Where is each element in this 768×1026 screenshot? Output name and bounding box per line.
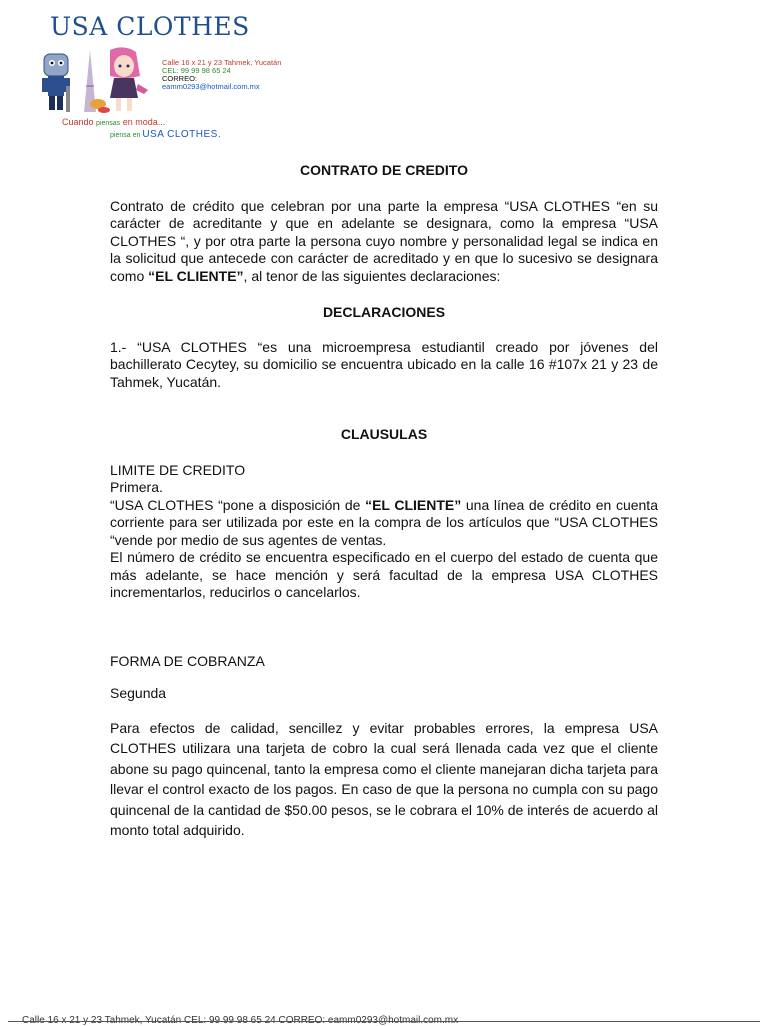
intro-client-term: “EL CLIENTE” — [148, 267, 244, 284]
primera-client-term: “EL CLIENTE” — [365, 496, 462, 513]
cobranza-heading: FORMA DE COBRANZA — [110, 652, 265, 669]
primera-label: Primera. — [110, 479, 163, 495]
slogan — [62, 117, 221, 141]
brand-logo-text: USA CLOTHES — [50, 12, 250, 41]
intro-text-a: Contrato de crédito que celebran por una parte la empresa “USA CLOTHES “en su carácter de acreditante y que en adelante se designara, como la empresa “USA CLOTHES “, y por otra parte la persona cuyo nombre y personalidad legal se indica en la solicitud que antecede con carácter de acreditado y en que lo sucesivo se designara como — [110, 197, 658, 284]
footer-divider — [8, 1021, 760, 1022]
intro-text-b: , al tenor de las siguientes declaraciones: — [243, 267, 501, 284]
limite-heading: LIMITE DE CREDITO — [110, 461, 246, 478]
slogan-word-2: piensas — [96, 120, 121, 127]
slogan-word-1: Cuando — [62, 117, 94, 127]
primera-paragraph — [110, 497, 658, 550]
intro-paragraph — [110, 198, 658, 286]
mascot-illustration — [40, 46, 152, 114]
letterhead-phone: CEL: 99 99 98 65 24 — [162, 66, 231, 75]
segunda-paragraph: Para efectos de calidad, sencillez y evitar probables errores, la empresa USA CLOTHES utilizara una tarjeta de cobro la cual será llenada cada vez que el cliente abone su pago quincenal, tanto la empresa como el cliente manejaran dicha tarjeta para llevar el control exacto de los pagos. En caso de que la persona no cumpla con su pago quincenal de la cantidad de $50.00 pesos, se le cobrara el 10% de interés de acuerdo al monto total adquirido. — [110, 719, 658, 838]
clausulas-heading: CLAUSULAS — [340, 426, 428, 442]
slogan-word-4: piensa en — [110, 132, 141, 139]
slogan-word-3: en moda... — [122, 117, 166, 127]
mascot-left-figure — [42, 54, 70, 112]
primera-paragraph-2: El número de crédito se encuentra especificado en el cuerpo del estado de cuenta que más adelante, se hace mención y será facultad de la empresa USA CLOTHES incrementarlos, reducirlos o cancelarlos. — [110, 549, 658, 600]
slogan-brand: USA CLOTHES. — [142, 129, 222, 140]
letterhead-contact — [162, 59, 281, 91]
primera-text-b: una línea de crédito en cuenta corriente para ser utilizada por este en la compra de los artículos que “USA CLOTHES “vende por medio de sus agentes de ventas. — [110, 496, 658, 548]
declaracion-1: 1.- “USA CLOTHES “es una microempresa estudiantil creado por jóvenes del bachillerato Cecytey, su domicilio se encuentra ubicado en la calle 16 #107x 21 y 23 de Tahmek, Yucatán. — [110, 338, 658, 390]
segunda-label: Segunda — [110, 685, 167, 701]
contract-title: CONTRATO DE CREDITO — [299, 162, 468, 178]
letterhead-email: eamm0293@hotmail.com.mx — [162, 82, 260, 91]
letterhead-email-label: CORREO: — [162, 74, 198, 83]
letterhead-address: Calle 16 x 21 y 23 Tahmek, Yucatán — [162, 58, 282, 67]
primera-text-a: “USA CLOTHES “pone a disposición de — [110, 496, 366, 513]
contract-document — [110, 162, 658, 841]
mascot-right-figure — [110, 47, 148, 111]
declaraciones-heading: DECLARACIONES — [322, 304, 446, 320]
